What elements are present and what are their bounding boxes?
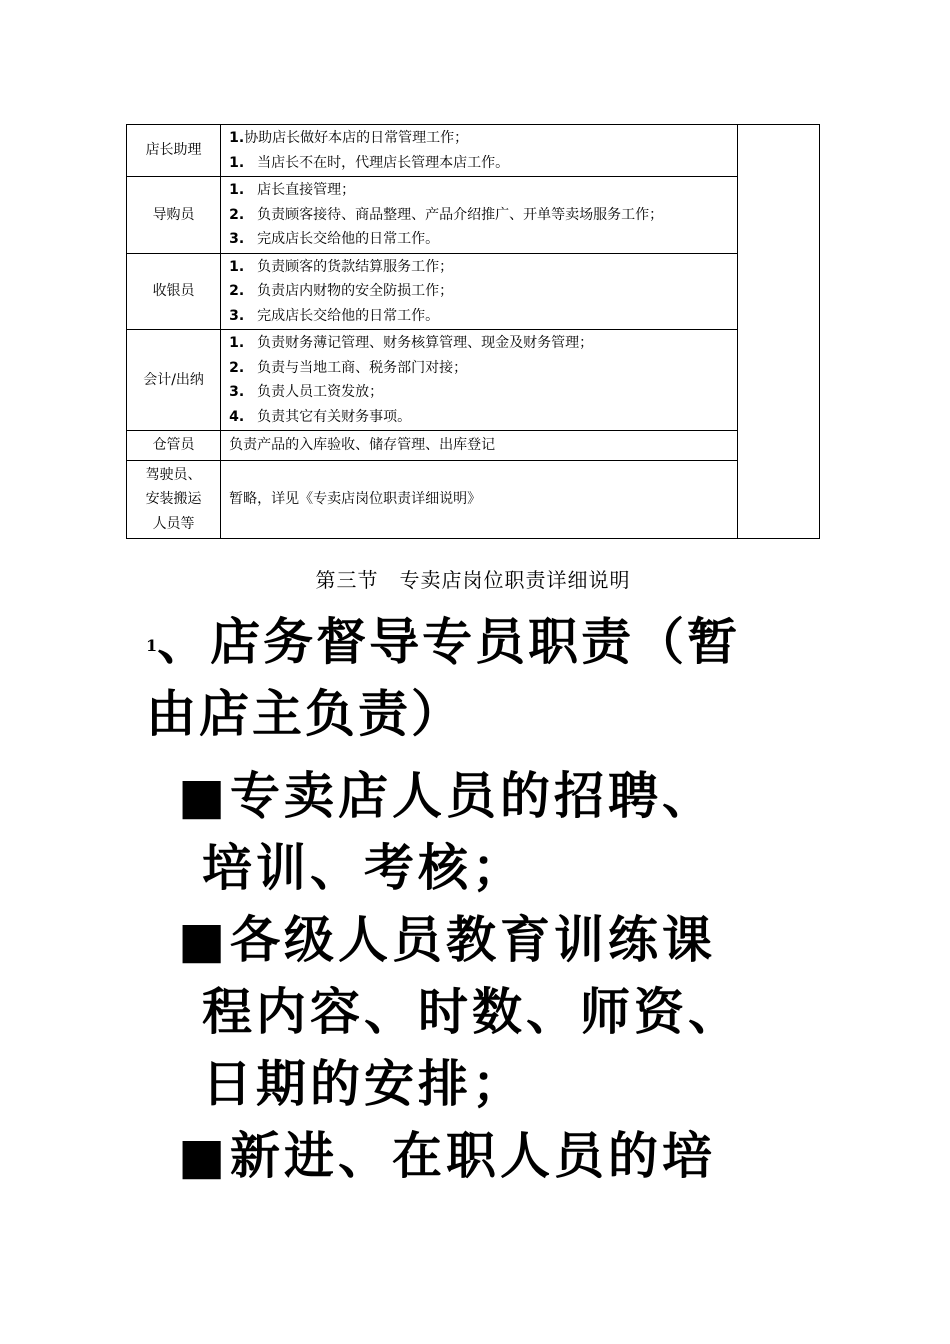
table-row — [127, 431, 820, 461]
duty-item: 4. 负责其它有关财务事项。 — [229, 408, 412, 425]
table-row — [127, 330, 820, 431]
heading-line: 由店主负责） — [146, 685, 464, 743]
table-row — [127, 125, 820, 177]
role-cell: 导购员 — [127, 177, 221, 254]
duty-item: 2. 负责店内财物的安全防损工作； — [229, 283, 454, 299]
bullet-item: ■ 各级人员教育训练课 程内容、时数、师资、 日期的安排； — [178, 904, 838, 1120]
bullet-list — [178, 760, 838, 1192]
role-cell: 店长助理 — [127, 125, 221, 177]
duty-item: 1. 负责财务薄记管理、财务核算管理、现金及财务管理； — [229, 335, 594, 351]
duty-item: 3. 完成店长交给他的日常工作。 — [229, 307, 440, 324]
role-cell: 驾驶员、 安装搬运 人员等 — [127, 460, 221, 539]
heading-number: 1 — [146, 636, 158, 655]
square-bullet-icon: ■ — [178, 911, 230, 969]
duty-item: 3. 负责人员工资发放； — [229, 384, 384, 400]
heading-line: 、店务督导专员职责（暂 — [157, 613, 741, 671]
square-bullet-icon: ■ — [178, 767, 230, 825]
subsection-heading — [146, 608, 826, 749]
duty-item: 1.协助店长做好本店的日常管理工作； — [229, 130, 469, 146]
duty-cell: 负责产品的入库验收、储存管理、出库登记 — [221, 431, 738, 461]
duty-item: 1. 负责顾客的货款结算服务工作； — [229, 258, 454, 275]
duty-cell: 暂略，详见《专卖店岗位职责详细说明》 — [221, 460, 738, 539]
duty-cell — [221, 177, 738, 254]
duty-item: 3. 完成店长交给他的日常工作。 — [229, 231, 440, 247]
duty-cell — [221, 125, 738, 177]
table-row — [127, 177, 820, 254]
role-cell: 收银员 — [127, 253, 221, 330]
duty-item: 2. 负责与当地工商、税务部门对接； — [229, 359, 468, 376]
duty-cell — [221, 330, 738, 431]
table-row — [127, 253, 820, 330]
duty-item: 2. 负责顾客接待、商品整理、产品介绍推广、开单等卖场服务工作； — [229, 206, 664, 223]
notes-column — [737, 125, 819, 539]
square-bullet-icon: ■ — [178, 1127, 230, 1185]
duty-cell — [221, 253, 738, 330]
table-row — [127, 460, 820, 539]
duty-item: 1. 当店长不在时，代理店长管理本店工作。 — [229, 154, 510, 171]
duty-item: 1. 店长直接管理； — [229, 182, 356, 198]
role-cell: 仓管员 — [127, 431, 221, 461]
bullet-item: ■ 专卖店人员的招聘、 培训、考核； — [178, 760, 838, 904]
role-cell: 会计/出纳 — [127, 330, 221, 431]
duties-table — [126, 124, 820, 539]
bullet-item: ■ 新进、在职人员的培 — [178, 1120, 838, 1192]
section-title: 第三节 专卖店岗位职责详细说明 — [315, 568, 631, 592]
